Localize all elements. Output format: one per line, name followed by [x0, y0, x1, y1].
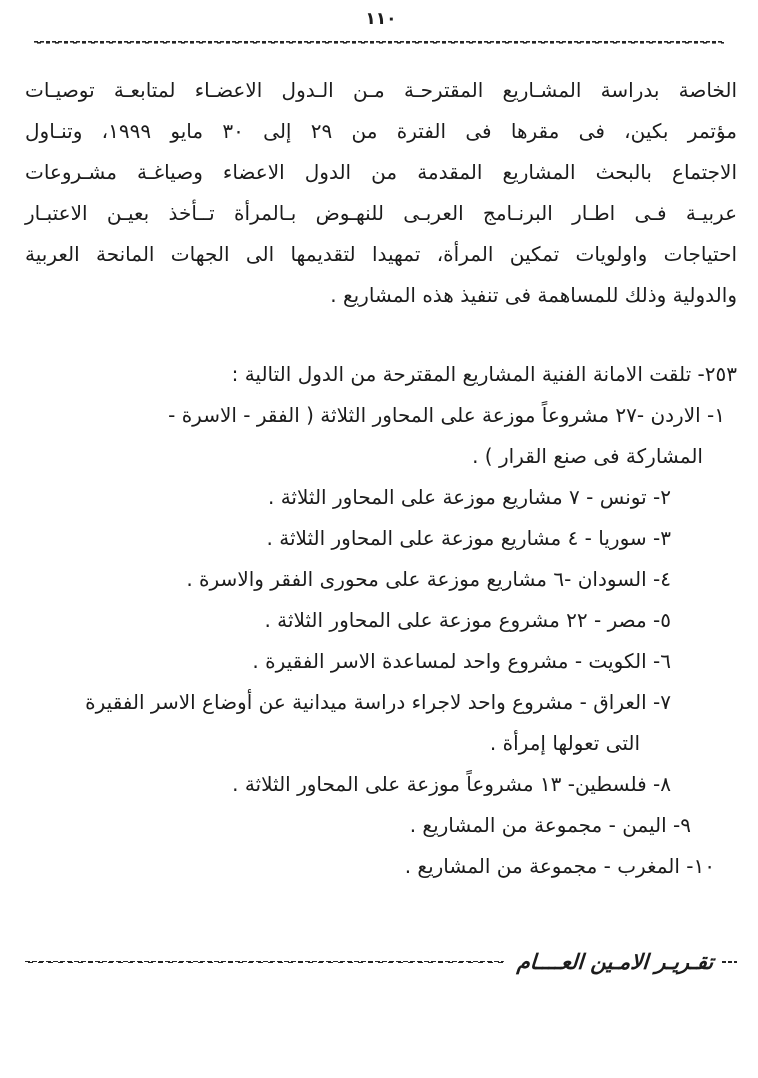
list-item-line: ١٠- المغرب - مجموعة من المشاريع . — [404, 854, 715, 878]
list-item-kuwait — [25, 641, 671, 682]
list-item-palestine — [25, 764, 671, 805]
list-item-line: ٧- العراق - مشروع واحد لاجراء دراسة ميدانية عن أوضاع الاسر الفقيرة — [85, 690, 671, 714]
paragraph-line-1: الخاصة بدراسة المشـاريع المقترحـة مـن الـدول الاعضـاء لمتابعـة توصيـات — [25, 78, 737, 102]
list-item-iraq — [25, 682, 671, 764]
country-projects-list — [25, 395, 737, 887]
list-item-tunisia — [25, 477, 671, 518]
header-divider-line — [34, 41, 724, 44]
paragraph-line-3: الاجتماع بالبحث المشاريع المقدمة من الدول الاعضاء وصياغـة مشـروعات — [25, 160, 737, 184]
page-number: ١١٠ — [365, 9, 397, 29]
paragraph-line-5: احتياجات واولويات تمكين المرأة، تمهيدا لتقديمها الى الجهات المانحة العربية — [25, 242, 737, 266]
list-item-line: ٦- الكويت - مشروع واحد لمساعدة الاسر الفقيرة . — [252, 649, 671, 673]
paragraph-line-2: مؤتمر بكين، فى مقرها فى الفترة من ٢٩ إلى ٣٠ مايو ١٩٩٩، وتنـاول — [25, 119, 737, 143]
footer — [25, 950, 737, 974]
list-item-line: ٤- السودان -٦ مشاريع موزعة على محورى الفقر والاسرة . — [186, 567, 671, 591]
list-item-line: ٨- فلسطين- ١٣ مشروعاً موزعة على المحاور الثلاثة . — [232, 772, 671, 796]
footer-rule-line — [25, 961, 504, 964]
list-item-syria — [25, 518, 671, 559]
section-253-heading: ٢٥٣- تلقت الامانة الفنية المشاريع المقترحة من الدول التالية : — [231, 362, 737, 386]
list-item-yemen — [25, 805, 691, 846]
list-item-continuation: التى تعولها إمرأة . — [489, 731, 640, 755]
list-item-jordan — [25, 395, 725, 477]
list-item-line: ٩- اليمن - مجموعة من المشاريع . — [409, 813, 691, 837]
footer-end-dash — [722, 961, 737, 963]
footer-signature: تقـريـر الامـين العــــام — [515, 950, 714, 974]
list-item-egypt — [25, 600, 671, 641]
paragraph-line-6: والدولية وذلك للمساهمة فى تنفيذ هذه المشاريع . — [330, 283, 737, 307]
list-item-line: ٢- تونس - ٧ مشاريع موزعة على المحاور الثلاثة . — [267, 485, 671, 509]
list-item-line: ١- الاردن -٢٧ مشروعاً موزعة على المحاور الثلاثة ( الفقر - الاسرة - — [168, 403, 725, 427]
list-item-morocco — [25, 846, 715, 887]
paragraph-line-4: عربيـة فـى اطـار البرنـامج العربـى للنهـوض بـالمرأة تــأخذ بعيـن الاعتبـار — [25, 201, 737, 225]
intro-paragraph — [25, 70, 737, 316]
list-item-continuation: المشاركة فى صنع القرار ) . — [472, 444, 703, 468]
list-item-line: ٣- سوريا - ٤ مشاريع موزعة على المحاور الثلاثة . — [266, 526, 671, 550]
list-item-line: ٥- مصر - ٢٢ مشروع موزعة على المحاور الثلاثة . — [264, 608, 671, 632]
list-item-sudan — [25, 559, 671, 600]
